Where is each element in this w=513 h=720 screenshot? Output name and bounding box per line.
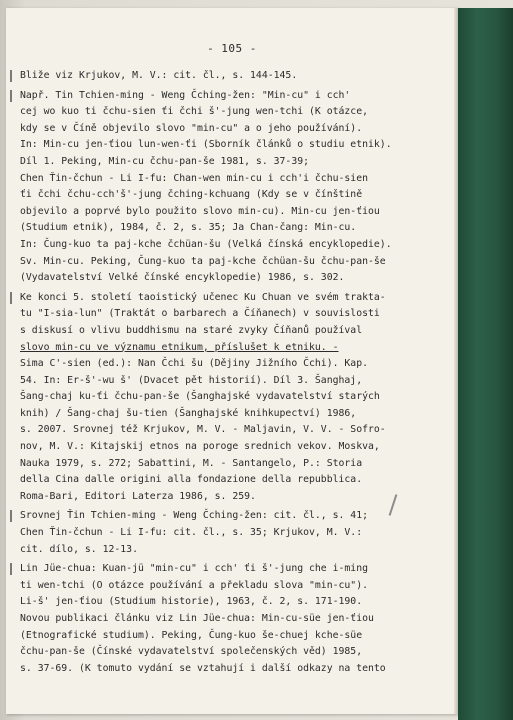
note-line: s. 37-69. (K tomuto vydání se vztahují i další odkazy na tento xyxy=(20,662,386,674)
document-page xyxy=(6,8,458,714)
footnote-1 xyxy=(20,68,450,85)
note-line: Ke konci 5. století taoistický učenec Ku Chuan ve svém trakta- xyxy=(20,291,386,303)
note-line: Chen Ťin-čchun - Li I-fu: cit. čl., s. 35; Krjukov, M. V.: xyxy=(20,527,363,539)
note-line: Šang-chaj ku-ťi čchu-pan-še (Šanghajské vydavatelství starých xyxy=(20,391,380,403)
note-line: (Etnografické studium). Peking, Čung-kuo še-chuej kche-süe xyxy=(20,629,363,641)
note-line: objevilo a poprvé bylo použito slovo min-cu). Min-cu jen-ťiou xyxy=(20,205,380,217)
note-line: Chen Ťin-čchun - Li I-fu: Chan-wen min-cu i cch'i čchu-sien xyxy=(20,172,368,184)
footnote-4 xyxy=(20,508,450,558)
note-line: Roma-Bari, Editori Laterza 1986, s. 259. xyxy=(20,490,256,502)
note-line: Lin Jüe-chua: Kuan-jü "min-cu" i cch' ťi š'-jung che i-ming xyxy=(20,563,368,575)
note-line: In: Čung-kuo ta paj-kche čchüan-šu (Velká čínská encyklopedie). xyxy=(20,238,392,250)
note-line: Srovnej Ťin Tchien-ming - Weng Čching-žen: cit. čl., s. 41; xyxy=(20,510,368,522)
note-line: Li-š' jen-ťiou (Studium historie), 1963, č. 2, s. 171-190. xyxy=(20,596,363,608)
note-line: nov, M. V.: Kitajskij etnos na poroge srednich vekov. Moskva, xyxy=(20,441,380,453)
note-line: (Vydavatelství Velké čínské encyklopedie) 1986, s. 302. xyxy=(20,272,345,284)
note-line: cit. dílo, s. 12-13. xyxy=(20,543,138,555)
note-line: In: Min-cu jen-ťiou lun-wen-ťi (Sborník článků o studiu etnik). xyxy=(20,139,392,151)
note-line: 54. In: Er-š'-wu š' (Dvacet pět historií). Díl 3. Šanghaj, xyxy=(20,374,363,386)
note-line-underlined: slovo min-cu ve významu etnikum, příslušet k etniku. - xyxy=(20,341,339,353)
margin-marker xyxy=(10,70,12,82)
margin-marker xyxy=(10,292,12,304)
footnote-2 xyxy=(20,88,450,287)
margin-marker xyxy=(10,563,12,575)
note-line: (Studium etnik), 1984, č. 2, s. 35; Ja Chan-čang: Min-cu. xyxy=(20,222,357,234)
footnote-3 xyxy=(20,290,450,506)
note-line: Novou publikaci článku viz Lin Jüe-chua: Min-cu-süe jen-ťiou xyxy=(20,613,374,624)
margin-marker xyxy=(10,510,12,522)
footnote-5 xyxy=(20,561,450,677)
page-number: - 105 - xyxy=(207,42,257,55)
footnotes xyxy=(20,68,450,680)
note-line: tu "I-sia-lun" (Traktát o barbarech a Číňanech) v souvislosti xyxy=(20,308,380,320)
note-line: ti wen-tchi (O otázce používání a překladu slova "min-cu"). xyxy=(20,579,368,591)
book-binding xyxy=(458,8,513,720)
note-line: Bliže viz Krjukov, M. V.: cit. čl., s. 144-145. xyxy=(20,70,298,81)
note-line: kdy se v Číně objevilo slovo "min-cu" a o jeho používání). xyxy=(20,122,363,134)
margin-marker xyxy=(10,90,12,102)
note-line: s. 2007. Srovnej též Krjukov, M. V. - Maljavin, V. V. - Sofro- xyxy=(20,424,386,436)
note-line: s diskusí o vlivu buddhismu na staré zvyky Číňanů používal xyxy=(20,324,363,336)
note-line: knih) / Šang-chaj šu-tien (Šanghajské knihkupectví) 1986, xyxy=(20,407,357,419)
note-line: Např. Tin Tchien-ming - Weng Čching-žen: "Min-cu" i cch' xyxy=(20,89,351,101)
note-line: cej wo kuo ti čchu-sien ťi čchi š'-jung wen-tchi (K otázce, xyxy=(20,106,368,118)
note-line: Sima C'-sien (ed.): Nan Čchi šu (Dějiny Jižního Čchi). Kap. xyxy=(20,358,368,370)
note-line: Sv. Min-cu. Peking, Čung-kuo ta paj-kche čchüan-šu čchu-pan-še xyxy=(20,255,386,267)
note-line: čchu-pan-še (Čínské vydavatelství společenských věd) 1985, xyxy=(20,646,363,658)
note-line: Díl 1. Peking, Min-cu čchu-pan-še 1981, s. 37-39; xyxy=(20,155,310,167)
note-line: ťi čchi čchu-cch'š'-jung čching-kchuang (Kdy se v čínštině xyxy=(20,189,363,201)
note-line: della Cina dalle origini alla fondazione della repubblica. xyxy=(20,474,363,486)
note-line: Nauka 1979, s. 272; Sabattini, M. - Santangelo, P.: Storia xyxy=(20,457,363,469)
